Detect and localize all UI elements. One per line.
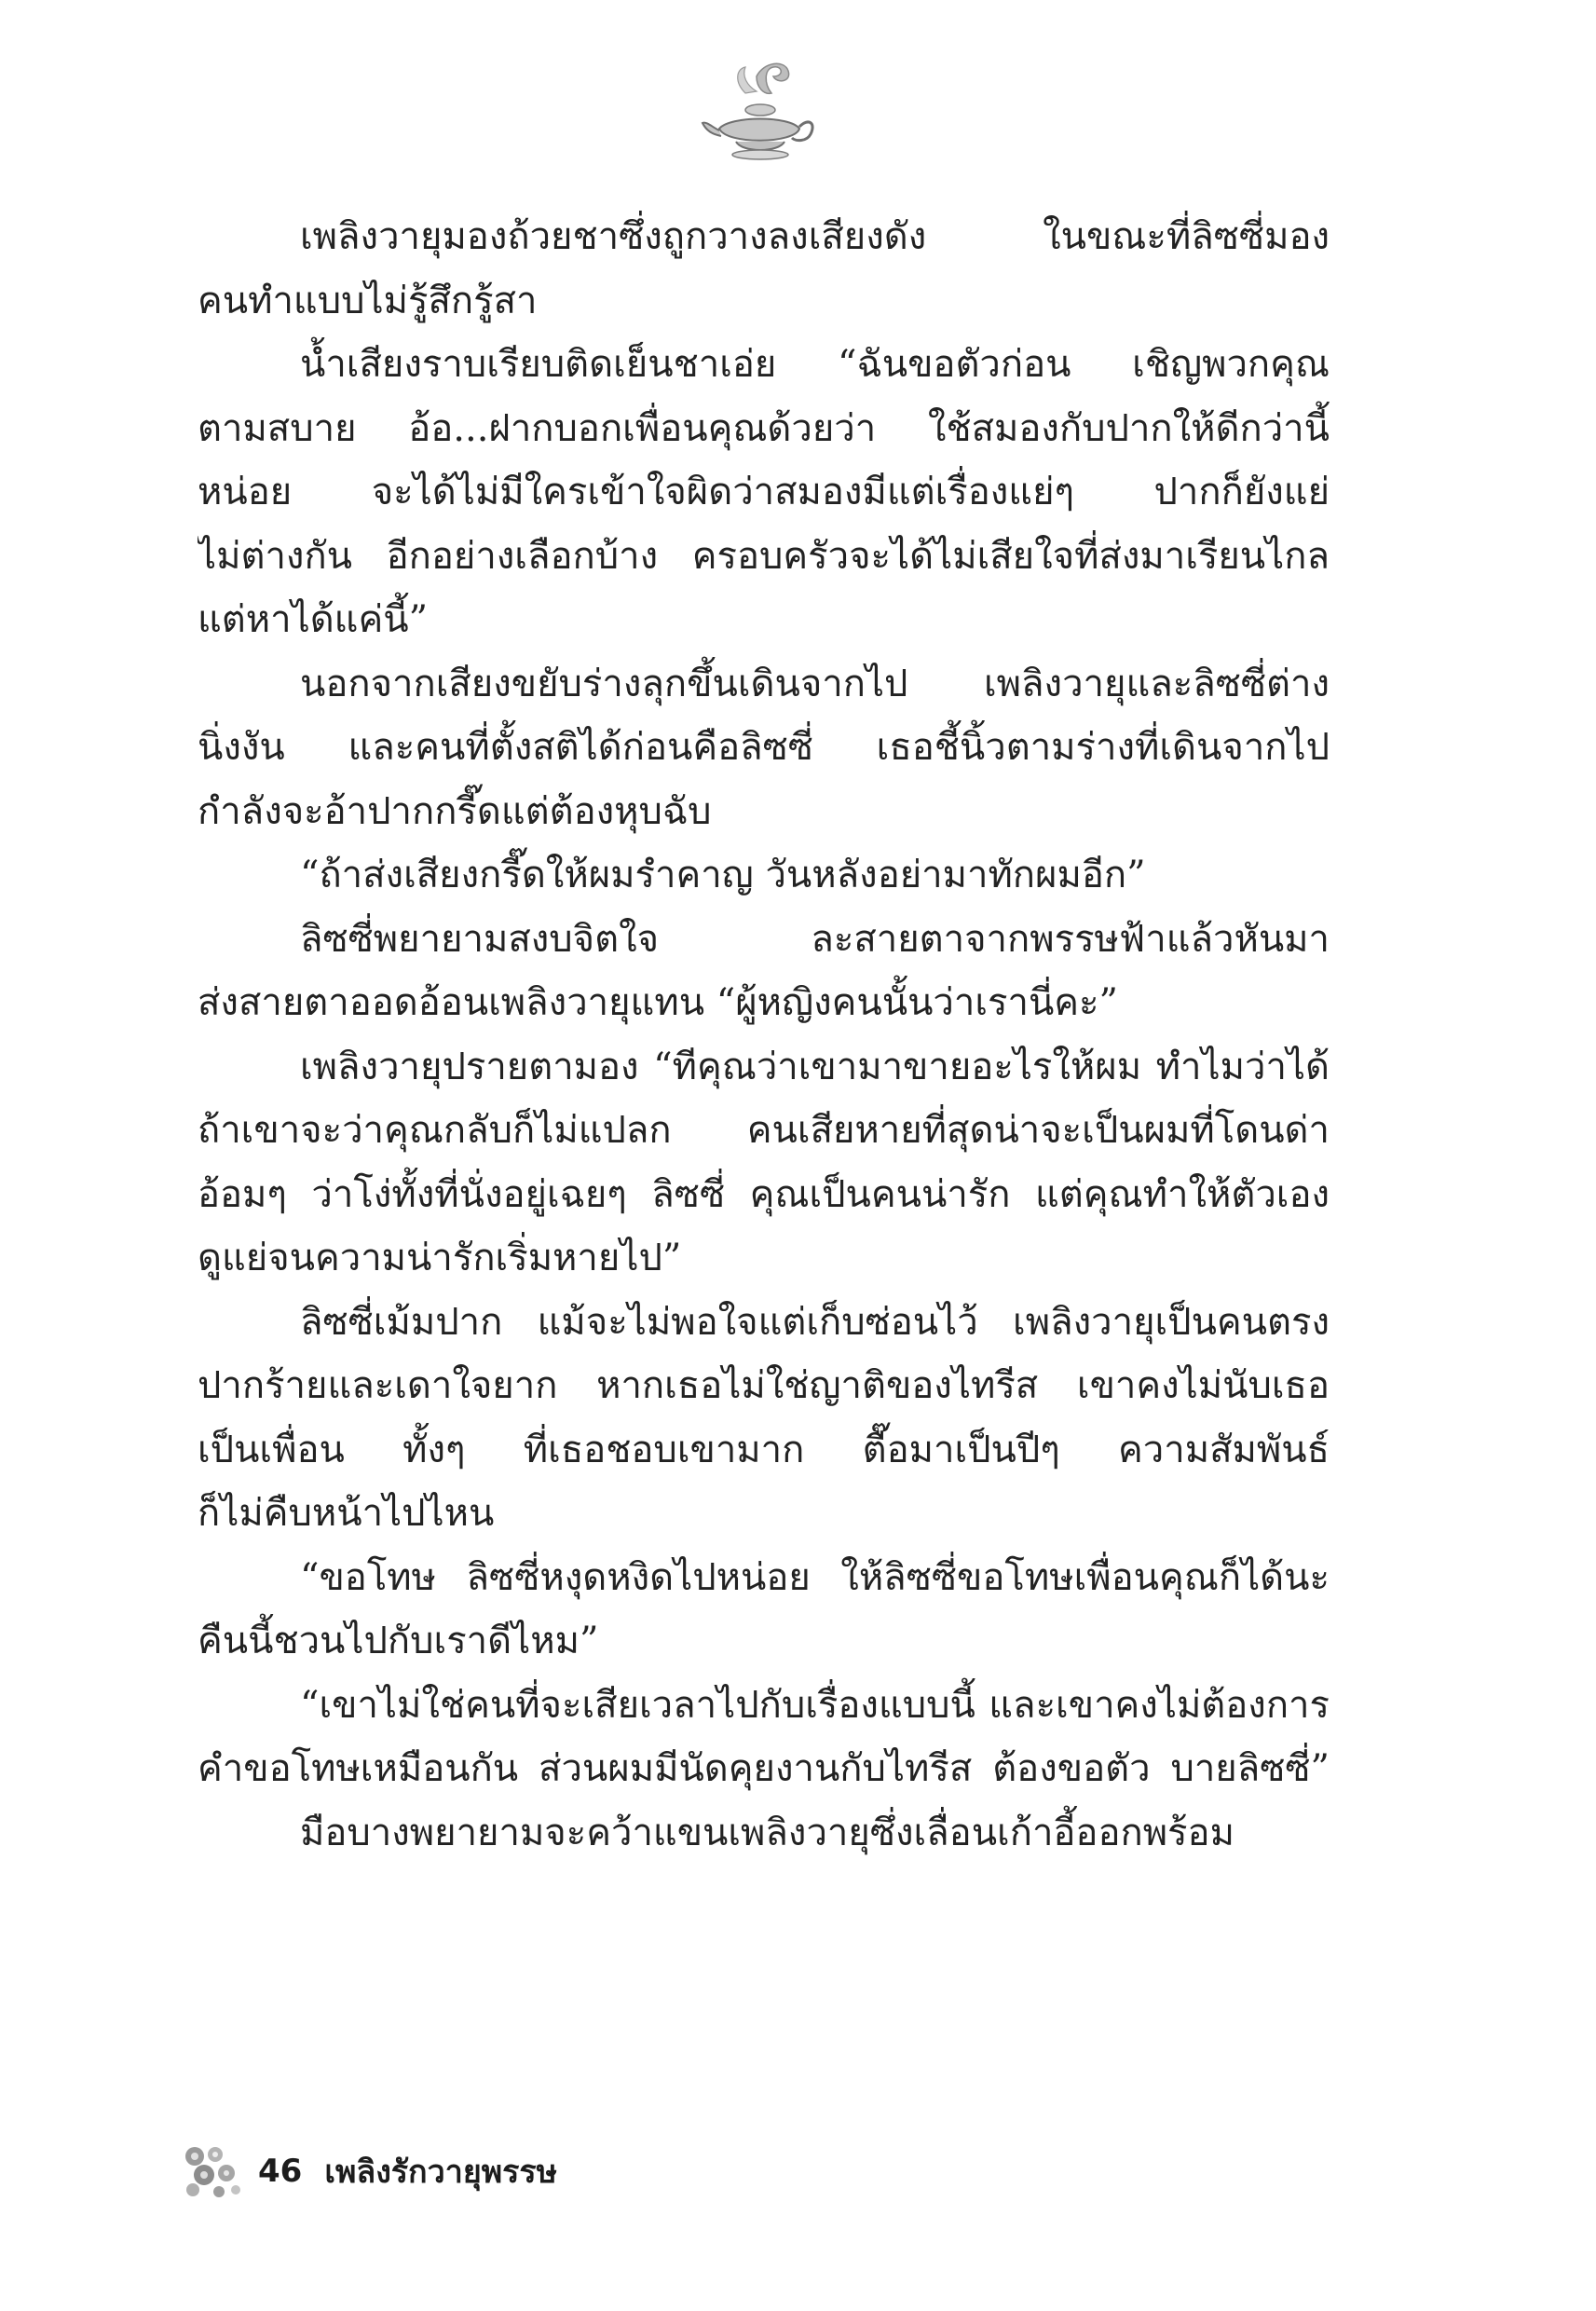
text-line: ปากร้ายและเดาใจยาก หากเธอไม่ใช่ญาติของไทรีส เขาคงไม่นับเธอ (198, 1364, 1330, 1407)
text-line: “เขาไม่ใช่คนที่จะเสียเวลาไปกับเรื่องแบบนี้ และเขาคงไม่ต้องการ (300, 1683, 1330, 1727)
flower-cluster-icon (182, 2143, 241, 2199)
book-title: เพลิงรักวายุพรรษ (324, 2154, 558, 2191)
text-line: คำขอโทษเหมือนกัน ส่วนผมมีนัดคุยงานกับไทรีส ต้องขอตัว บายลิซซี่” (198, 1747, 1330, 1790)
text-line: “ถ้าส่งเสียงกรี๊ดให้ผมรำคาญ วันหลังอย่ามาทักผมอีก” (300, 854, 1146, 896)
text-line: หน่อย จะได้ไม่มีใครเข้าใจผิดว่าสมองมีแต่เรื่องแย่ๆ ปากก็ยังแย่ (198, 471, 1330, 513)
text-line: เพลิงวายุปรายตามอง “ทีคุณว่าเขามาขายอะไรให้ผม ทำไมว่าได้ (300, 1045, 1330, 1088)
paragraph (198, 1035, 1330, 1291)
genie-lamp-icon (699, 56, 820, 168)
page-number: 46 (258, 2153, 303, 2190)
text-line: ตามสบาย อ้อ...ฝากบอกเพื่อนคุณด้วยว่า ใช้สมองกับปากให้ดีกว่านี้ (198, 406, 1330, 450)
paragraph (198, 333, 1330, 652)
text-line: ถ้าเขาจะว่าคุณกลับก็ไม่แปลก คนเสียหายที่สุดน่าจะเป็นผมที่โดนด่า (198, 1109, 1330, 1152)
text-line: “ขอโทษ ลิซซี่หงุดหงิดไปหน่อย ให้ลิซซี่ขอโทษเพื่อนคุณก็ได้นะ (300, 1555, 1330, 1599)
text-line: ก็ไม่คืบหน้าไปไหน (198, 1492, 495, 1535)
paragraph (198, 1546, 1330, 1674)
text-line: กำลังจะอ้าปากกรี๊ดแต่ต้องหุบฉับ (198, 789, 712, 833)
text-line: คนทำแบบไม่รู้สึกรู้สา (198, 279, 538, 322)
text-line: นิ่งงัน และคนที่ตั้งสติได้ก่อนคือลิซซี่ เธอชี้นิ้วตามร่างที่เดินจากไป (198, 726, 1330, 769)
text-line: แต่หาได้แค่นี้” (198, 598, 429, 641)
text-line: เพลิงวายุมองถ้วยชาซึ่งถูกวางลงเสียงดัง ในขณะที่ลิซซี่มอง (300, 215, 1330, 258)
text-line: เป็นเพื่อน ทั้งๆ ที่เธอชอบเขามาก ตื๊อมาเป็นปีๆ ความสัมพันธ์ (198, 1428, 1330, 1471)
text-line: ส่งสายตาออดอ้อนเพลิงวายุแทน “ผู้หญิงคนนั้นว่าเรานี่คะ” (198, 981, 1118, 1024)
text-line: น้ำเสียงราบเรียบติดเย็นชาเอ่ย “ฉันขอตัวก่อน เชิญพวกคุณ (300, 343, 1330, 386)
text-line: ลิซซี่พยายามสงบจิตใจ ละสายตาจากพรรษฟ้าแล้วหันมา (300, 917, 1330, 961)
page-footer (182, 2143, 557, 2199)
text-line: ลิซซี่เม้มปาก แม้จะไม่พอใจแต่เก็บซ่อนไว้ เพลิงวายุเป็นคนตรง (300, 1300, 1330, 1344)
text-line: ไม่ต่างกัน อีกอย่างเลือกบ้าง ครอบครัวจะได้ไม่เสียใจที่ส่งมาเรียนไกล (198, 534, 1330, 578)
body-text (198, 205, 1330, 1865)
paragraph (198, 1674, 1330, 1801)
paragraph (198, 205, 1330, 333)
paragraph (198, 1291, 1330, 1546)
paragraph (198, 843, 1330, 908)
paragraph (198, 1801, 1330, 1866)
text-line: ดูแย่จนความน่ารักเริ่มหายไป” (198, 1237, 682, 1279)
paragraph (198, 652, 1330, 844)
text-line: มือบางพยายามจะคว้าแขนเพลิงวายุซึ่งเลื่อนเก้าอี้ออกพร้อม (300, 1811, 1235, 1854)
text-line: อ้อมๆ ว่าโง่ทั้งที่นั่งอยู่เฉยๆ ลิซซี่ คุณเป็นคนน่ารัก แต่คุณทำให้ตัวเอง (198, 1172, 1330, 1216)
text-line: คืนนี้ชวนไปกับเราดีไหม” (198, 1620, 599, 1662)
text-line: นอกจากเสียงขยับร่างลุกขึ้นเดินจากไป เพลิงวายุและลิซซี่ต่าง (300, 662, 1330, 705)
paragraph (198, 908, 1330, 1035)
